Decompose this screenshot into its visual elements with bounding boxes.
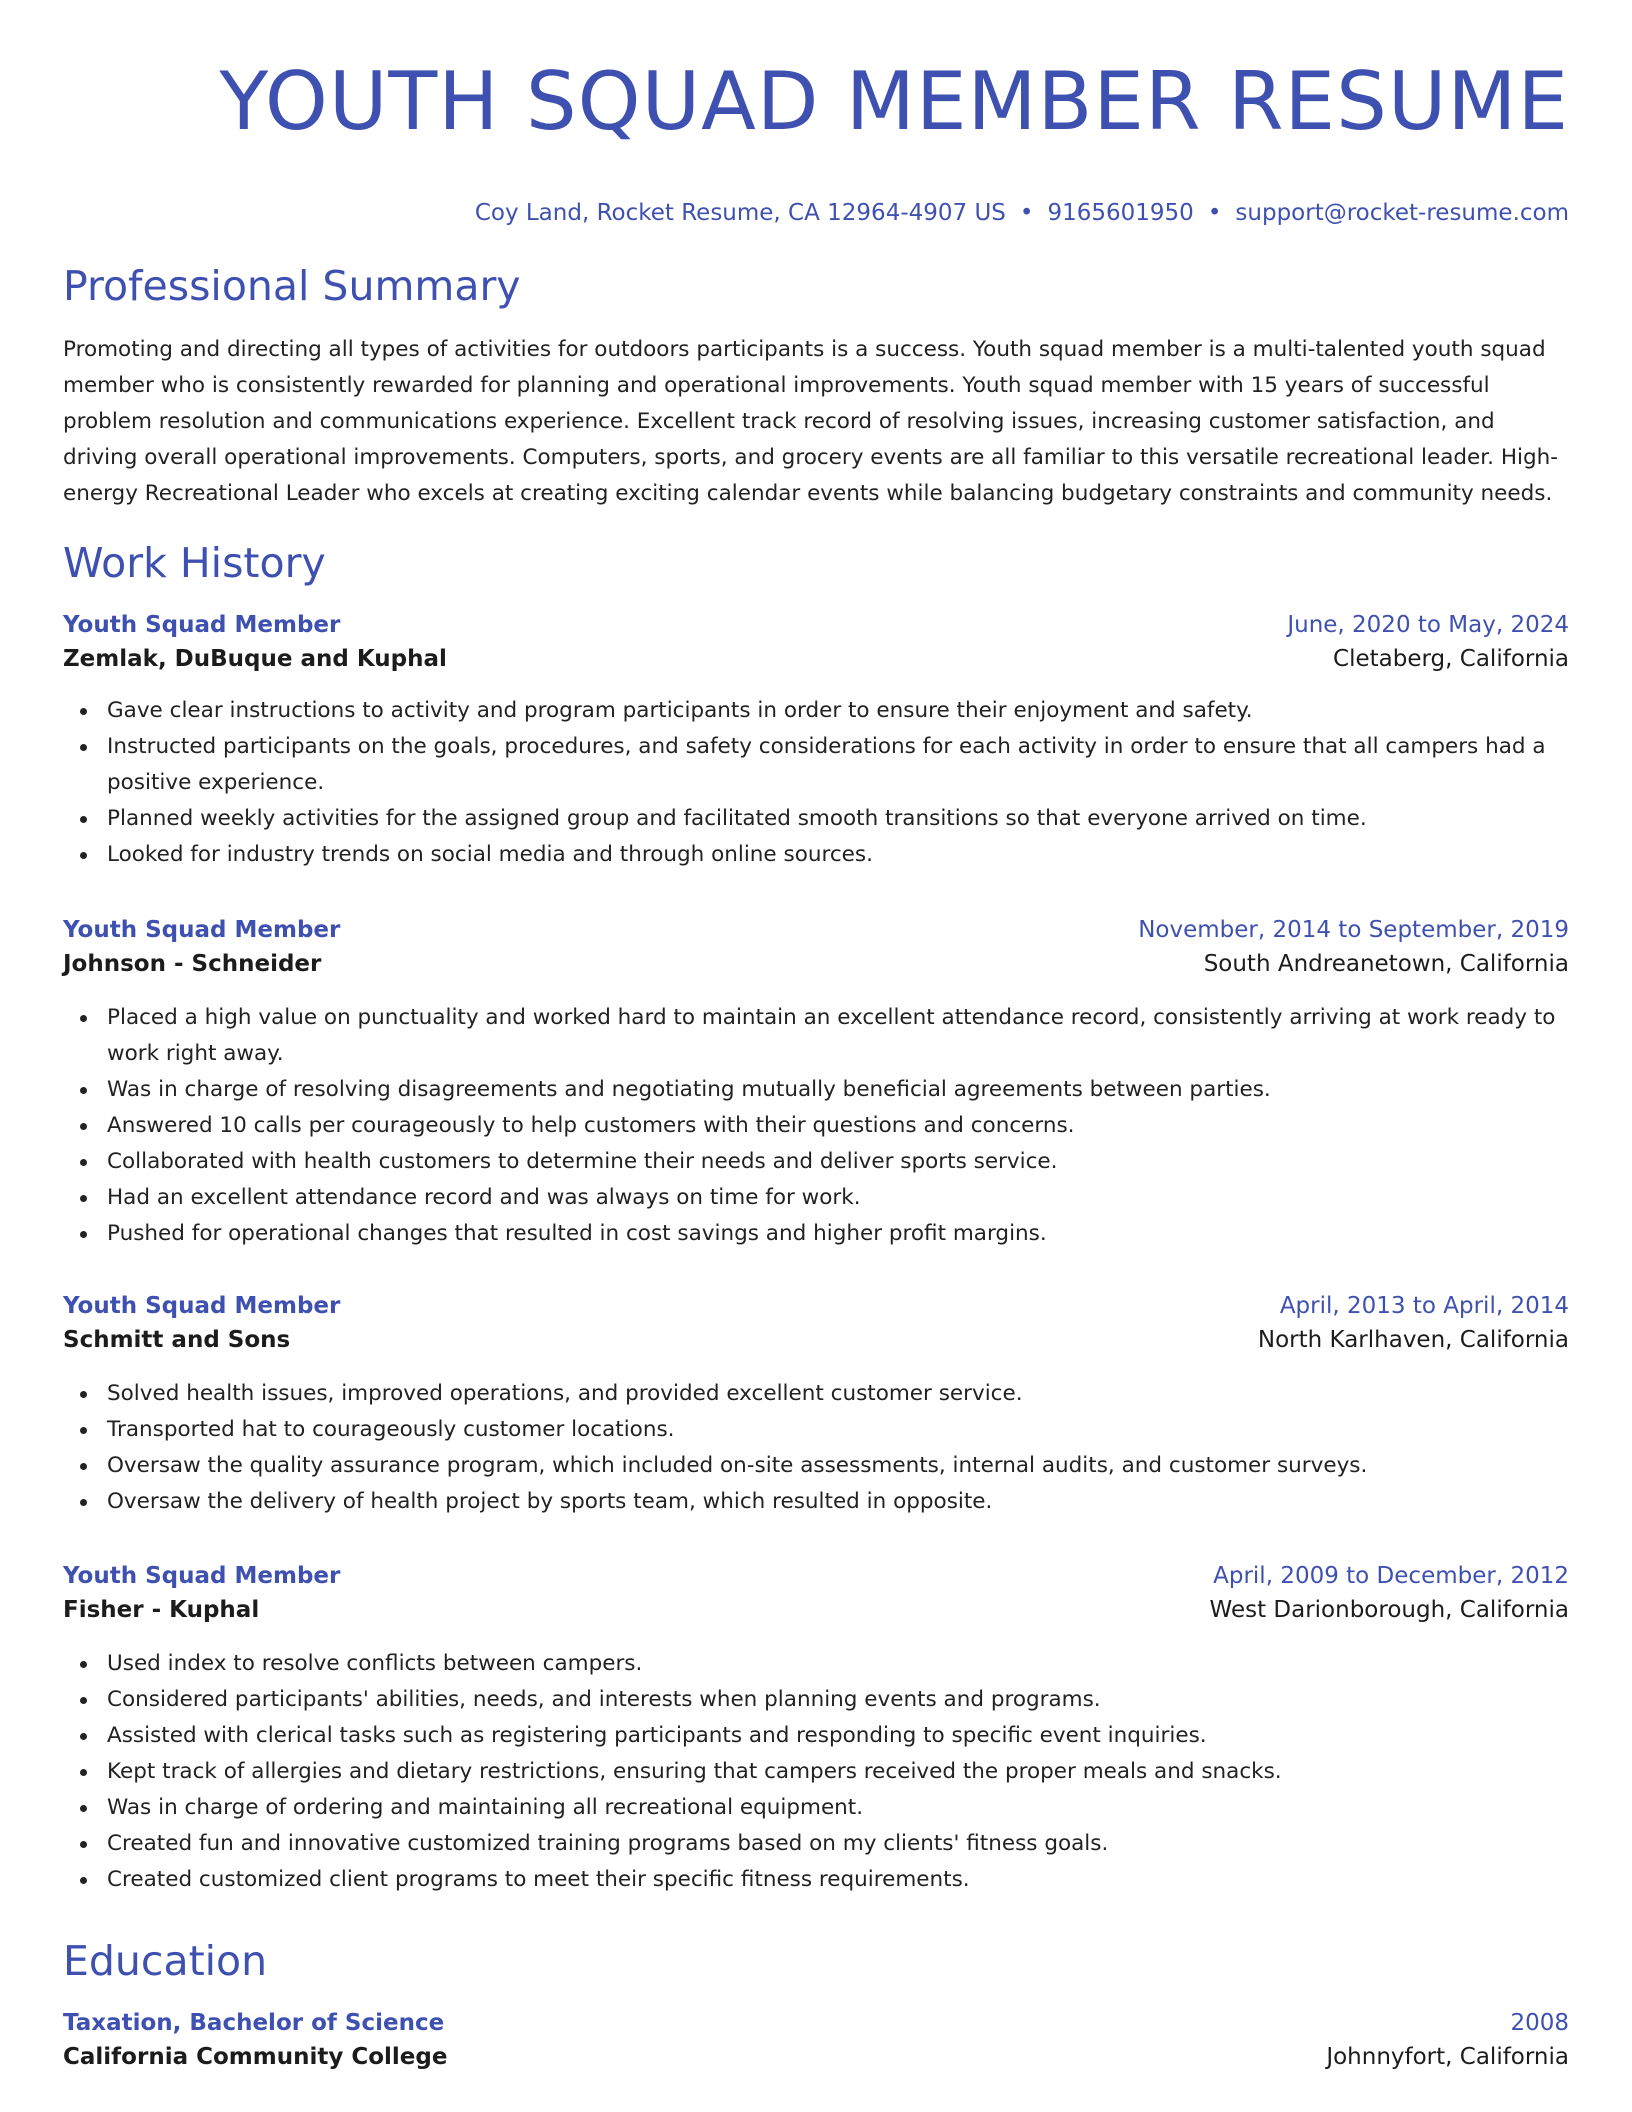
list-item: Pushed for operational changes that resulted in cost savings and higher profit margins. [107,1216,1569,1252]
list-item: Oversaw the quality assurance program, which included on-site assessments, internal audits, and customer surveys. [107,1448,1569,1484]
work-history-section [63,537,1569,589]
list-item: Used index to resolve conflicts between campers. [107,1646,1569,1682]
company-name: Johnson - Schneider [63,951,322,977]
list-item: Oversaw the delivery of health project by sports team, which resulted in opposite. [107,1484,1569,1520]
list-item: Planned weekly activities for the assigned group and facilitated smooth transitions so that everyone arrived on time. [107,801,1569,837]
section-title-work-history: Work History [63,539,326,587]
job-entry [63,1560,1569,1898]
resume-title: YOUTH SQUAD MEMBER RESUME [219,55,1569,148]
job-entry [63,1290,1569,1520]
list-item: Considered participants' abilities, needs, and interests when planning events and programs. [107,1682,1569,1718]
job-title: Youth Squad Member [63,917,341,943]
degree: Taxation, Bachelor of Science [63,2010,445,2036]
job-location: West Darionborough, California [1209,1597,1569,1623]
job-subheader [63,641,1569,677]
education-section [63,1935,1569,2075]
job-header [63,1560,1569,1592]
job-bullets [63,1646,1569,1898]
list-item: Collaborated with health customers to determine their needs and deliver sports service. [107,1144,1569,1180]
contact-email: support@rocket-resume.com [1235,200,1569,226]
job-dates: November, 2014 to September, 2019 [1138,917,1569,943]
job-location: Cletaberg, California [1333,646,1569,672]
job-entry [63,609,1569,873]
job-entry [63,914,1569,1252]
list-item: Was in charge of resolving disagreements and negotiating mutually beneficial agreements between parties. [107,1072,1569,1108]
job-header [63,1290,1569,1322]
job-header [63,914,1569,946]
job-subheader [63,1322,1569,1358]
job-bullets [63,1376,1569,1520]
job-dates: June, 2020 to May, 2024 [1287,612,1569,638]
list-item: Assisted with clerical tasks such as registering participants and responding to specific event inquiries. [107,1718,1569,1754]
job-subheader [63,1592,1569,1628]
list-item: Kept track of allergies and dietary restrictions, ensuring that campers received the proper meals and snacks. [107,1754,1569,1790]
list-item: Answered 10 calls per courageously to help customers with their questions and concerns. [107,1108,1569,1144]
section-title-education: Education [63,1937,268,1985]
list-item: Created customized client programs to meet their specific fitness requirements. [107,1862,1569,1898]
company-name: Schmitt and Sons [63,1327,291,1353]
contact-address: Coy Land, Rocket Resume, CA 12964-4907 US [474,200,1006,226]
list-item: Solved health issues, improved operations, and provided excellent customer service. [107,1376,1569,1412]
job-dates: April, 2013 to April, 2014 [1279,1293,1569,1319]
contact-phone: 9165601950 [1047,200,1194,226]
school-location: Johnnyfort, California [1326,2044,1569,2070]
education-subheader [63,2039,1569,2075]
list-item: Looked for industry trends on social media and through online sources. [107,837,1569,873]
contact-separator: • [1019,200,1034,226]
list-item: Created fun and innovative customized training programs based on my clients' fitness goals. [107,1826,1569,1862]
job-location: South Andreanetown, California [1203,951,1569,977]
list-item: Gave clear instructions to activity and program participants in order to ensure their enjoyment and safety. [107,693,1569,729]
job-bullets [63,1000,1569,1252]
job-dates: April, 2009 to December, 2012 [1213,1563,1569,1589]
job-bullets [63,693,1569,873]
summary-text: Promoting and directing all types of activities for outdoors participants is a success. Youth squad member is a multi-talented youth squad member who is consistently rewarded for planning and operational improvements. Youth squad member with 15 years of successful problem resolution and communications experience. Excellent track record of resolving issues, increasing customer satisfaction, and driving overall operational improvements. Computers, sports, and grocery events are all familiar to this versatile recreational leader. High-energy Recreational Leader who excels at creating exciting calendar events while balancing budgetary constraints and community needs. [63,337,1558,506]
school-name: California Community College [63,2044,448,2070]
education-header [63,2007,1569,2039]
section-title-summary: Professional Summary [63,262,521,310]
job-subheader [63,946,1569,982]
company-name: Fisher - Kuphal [63,1597,260,1623]
job-title: Youth Squad Member [63,612,341,638]
job-location: North Karlhaven, California [1257,1327,1569,1353]
summary-section [63,260,1569,512]
list-item: Transported hat to courageously customer locations. [107,1412,1569,1448]
list-item: Was in charge of ordering and maintaining all recreational equipment. [107,1790,1569,1826]
contact-line [63,198,1569,228]
contact-separator: • [1207,200,1222,226]
list-item: Had an excellent attendance record and was always on time for work. [107,1180,1569,1216]
list-item: Instructed participants on the goals, procedures, and safety considerations for each activity in order to ensure that all campers had a positive experience. [107,729,1569,801]
job-title: Youth Squad Member [63,1563,341,1589]
graduation-year: 2008 [1510,2010,1569,2036]
job-header [63,609,1569,641]
list-item: Placed a high value on punctuality and worked hard to maintain an excellent attendance record, consistently arriving at work ready to work right away. [107,1000,1569,1072]
job-title: Youth Squad Member [63,1293,341,1319]
company-name: Zemlak, DuBuque and Kuphal [63,646,447,672]
